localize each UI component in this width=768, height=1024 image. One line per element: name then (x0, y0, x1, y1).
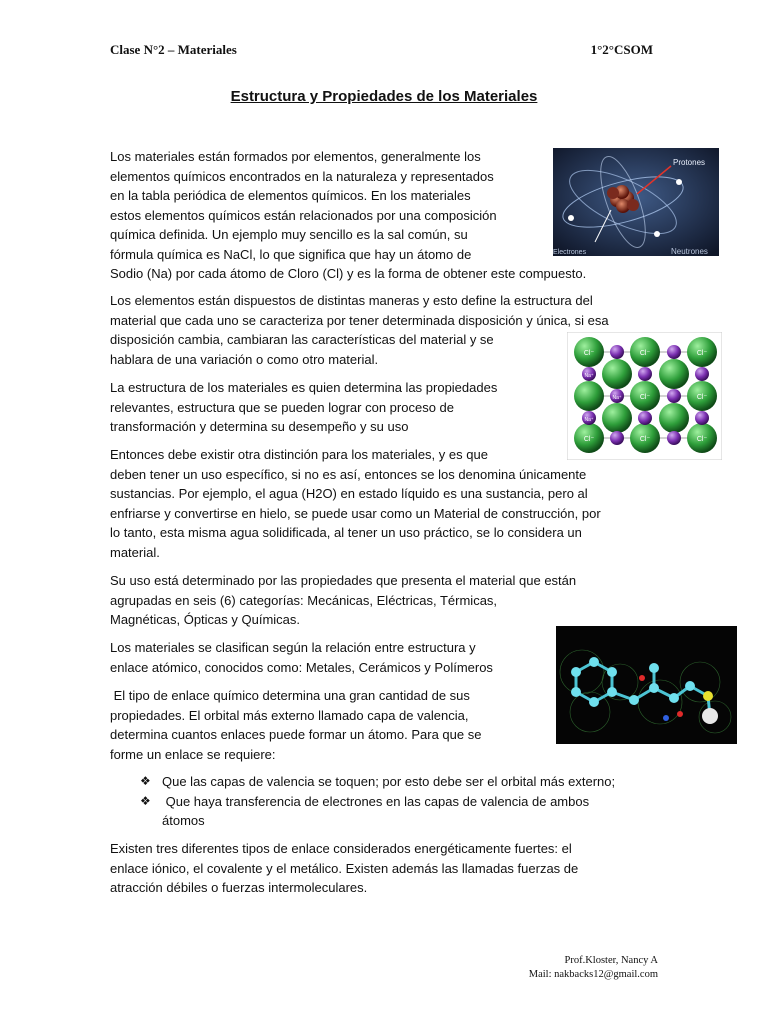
neutrons-label: Neutrones (671, 247, 708, 256)
author-email: Mail: nakbacks12@gmail.com (528, 969, 658, 980)
text-line: Sodio (Na) por cada átomo de Cloro (Cl) y es la forma de obtener este compuesto. (110, 266, 587, 281)
paragraph-bonding (110, 686, 481, 764)
text-line: lo tanto, esta misma agua solidificada, al tener un uso práctico, se lo considera un (110, 525, 582, 540)
text-line: El tipo de enlace químico determina una gran cantidad de sus (110, 688, 470, 703)
ion-label-cl: Cl⁻ (583, 350, 595, 357)
text-line: enlace iónico, el covalente y el metálico. Existen además las llamadas fuerzas de (110, 860, 579, 876)
paragraph-intro (110, 147, 586, 284)
paragraph-categories (110, 571, 576, 630)
ion-label-cl: Cl⁻ (696, 436, 708, 443)
text-line: relevantes, estructura que se pueden lograr con proceso de (110, 399, 454, 415)
hydrogen-atom (702, 708, 718, 724)
ion-label-na: Na⁺ (584, 417, 594, 423)
text-line: química definida. Un ejemplo muy sencillo es la sal común, su (110, 227, 468, 242)
text-line: La estructura de los materiales es quien determina las propiedades (110, 380, 498, 395)
list-item (140, 772, 615, 792)
oxygen-atom (639, 675, 645, 681)
text-line: forme un enlace se requiere: (110, 746, 276, 762)
text-line: enlace atómico, conocidos como: Metales, Cerámicos y Polímeros (110, 659, 493, 675)
nacl-crystal-illustration (567, 332, 722, 460)
list-item-text: Que haya transferencia de electrones en las capas de valencia de ambos (162, 793, 590, 809)
diamond-bullet-icon: ❖ (140, 793, 151, 808)
text-line: atracción débiles o fuerzas intermoleculares. (110, 880, 368, 895)
molecule-model-illustration (550, 622, 741, 749)
ion-label-cl: Cl⁻ (696, 350, 708, 357)
footer-author (529, 954, 658, 982)
ion-label-cl: Cl⁻ (696, 394, 708, 401)
paragraph-bond-types (110, 839, 578, 898)
text-line: material. (110, 544, 160, 560)
ion-label-cl: Cl⁻ (639, 394, 651, 401)
ion-label-cl: Cl⁻ (583, 436, 595, 443)
paragraph-properties (110, 378, 497, 437)
text-line: hablara de una variación o como otro material. (110, 351, 379, 367)
text-line: estos elementos químicos están relacionados por una composición (110, 207, 497, 223)
ion-label-cl: Cl⁻ (639, 436, 651, 443)
list-item-text: átomos (162, 813, 205, 828)
paragraph-classification (110, 638, 493, 677)
text-line: Los materiales están formados por elementos, generalmente los (110, 149, 481, 164)
protons-label: Protones (673, 158, 706, 167)
ion-label-na: Na⁺ (612, 395, 622, 401)
list-item (140, 792, 615, 831)
paragraph-structure (110, 291, 609, 369)
text-line: Existen tres diferentes tipos de enlace considerados energéticamente fuertes: el (110, 841, 572, 856)
text-line: fórmula química es NaCl, lo que significa que hay un átomo de (110, 246, 472, 262)
ion-label-na: Na⁺ (584, 373, 594, 379)
atom-illustration (553, 148, 719, 256)
sulfur-atom (703, 691, 713, 701)
list-item-text: Que las capas de valencia se toquen; por esto debe ser el orbital más externo; (162, 774, 616, 789)
author-name: Prof.Kloster, Nancy A (564, 955, 658, 966)
text-line: elementos químicos encontrados en la naturaleza y representados (110, 168, 494, 184)
header-class-code: 1°2°CSOM (590, 42, 653, 57)
requirements-list (140, 772, 615, 831)
text-line: propiedades. El orbital más externo llamado capa de valencia, (110, 707, 469, 723)
oxygen-atom (677, 711, 683, 717)
text-line: Los elementos están dispuestos de distintas maneras y esto define la estructura del (110, 293, 593, 308)
paragraph-substances (110, 445, 601, 562)
text-line: en la tabla periódica de elementos químicos. En los materiales (110, 188, 471, 203)
diamond-bullet-icon: ❖ (140, 774, 151, 788)
text-line: disposición cambia, cambiaran las características del material y se (110, 332, 494, 347)
text-line: Magnéticas, Ópticas y Químicas. (110, 612, 301, 627)
text-line: deben tener un uso específico, si no es así, entonces se los denomina únicamente (110, 466, 587, 482)
page-title: Estructura y Propiedades de los Materiales (230, 88, 538, 105)
text-line: determina cuantos enlaces puede formar un átomo. Para que se (110, 727, 482, 742)
text-line: Su uso está determinado por las propiedades que presenta el material que están (110, 573, 577, 588)
text-line: sustancias. Por ejemplo, el agua (H2O) en estado líquido es una sustancia, pero al (110, 486, 588, 501)
text-line: Entonces debe existir otra distinción para los materiales, y es que (110, 447, 488, 462)
text-line: Los materiales se clasifican según la relación entre estructura y (110, 640, 476, 655)
electrons-label: Electrones (553, 249, 587, 256)
nitrogen-atom (663, 715, 669, 721)
text-line: enfriarse y convertirse en hielo, se puede usar como un Material de construcción, por (110, 505, 601, 521)
header-course: Clase N°2 – Materiales (110, 42, 237, 57)
text-line: transformación y determina su desempeño y su uso (110, 419, 409, 434)
text-line: material que cada uno se caracteriza por tener determinada disposición y única, si esa (110, 312, 609, 328)
text-line: agrupadas en seis (6) categorías: Mecánicas, Eléctricas, Térmicas, (110, 592, 498, 608)
ion-label-cl: Cl⁻ (639, 350, 651, 357)
